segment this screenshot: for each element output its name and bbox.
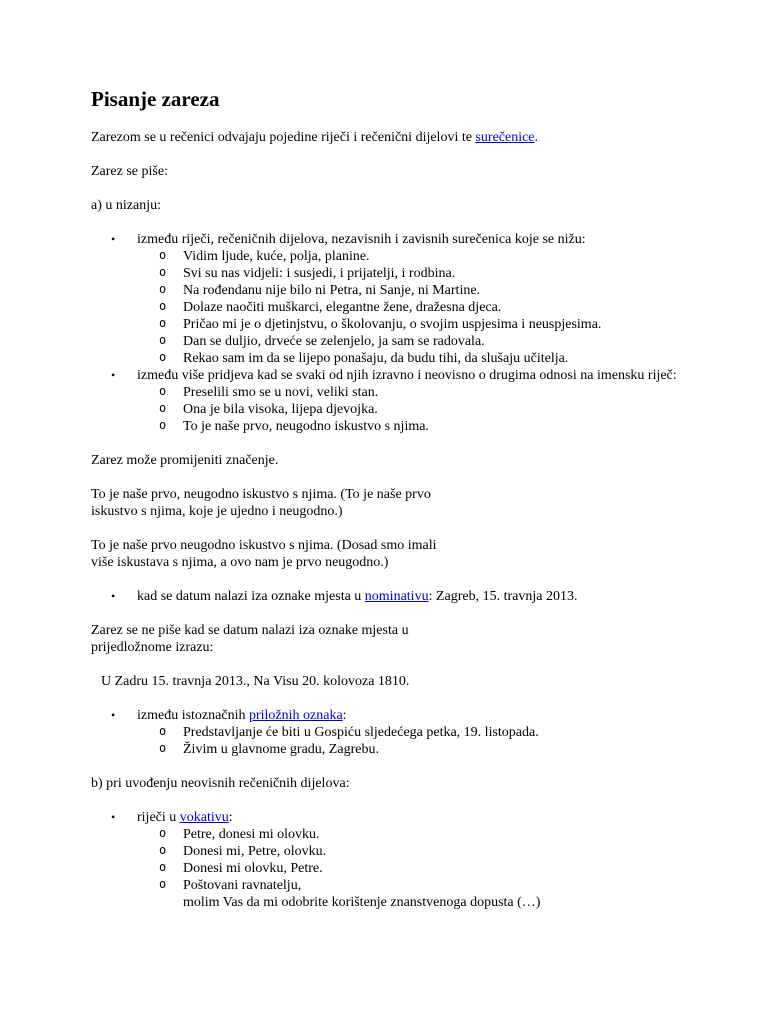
prilozne-oznake-link[interactable]: priložnih oznaka bbox=[248, 708, 343, 723]
list-item bbox=[91, 231, 731, 367]
no-comma-example: U Zadru 15. travnja 2013., Na Visu 20. kolovoza 1810. bbox=[101, 674, 410, 689]
no-comma-line-1: Zarez se ne piše kad se datum nalazi iza oznake mjesta u bbox=[91, 623, 409, 638]
sub-list bbox=[137, 724, 731, 758]
list-item: o Ona je bila visoka, lijepa djevojka. bbox=[137, 401, 731, 418]
list-item: o Dan se duljio, drveće se zelenjelo, ja sam se radovala. bbox=[137, 333, 731, 350]
list-item: o Dolaze naočiti muškarci, elegantne žene, dražesna djeca. bbox=[137, 299, 731, 316]
surecenice-link[interactable]: surečenice bbox=[475, 130, 535, 145]
intro-text: Zarezom se u rečenici odvajaju pojedine riječi i rečenični dijelovi te bbox=[91, 130, 476, 145]
sub-list bbox=[137, 826, 731, 911]
bullet-label: između riječi, rečeničnih dijelova, nezavisnih i zavisnih surečenica koje se nižu: bbox=[137, 232, 586, 247]
date-bullet-end: : Zagreb, 15. travnja 2013. bbox=[428, 589, 578, 604]
list-item: o Rekao sam im da se lijepo ponašaju, da budu tihi, da slušaju učitelja. bbox=[137, 350, 731, 367]
list-item: o Živim u glavnome gradu, Zagrebu. bbox=[137, 741, 731, 758]
intro-end: . bbox=[534, 130, 539, 145]
example-2-line-2: više iskustava s njima, a ovo nam je prvo neugodno.) bbox=[91, 555, 389, 570]
no-comma-line-2: prijedložnome izrazu: bbox=[91, 640, 214, 655]
list-item: o Petre, donesi mi olovku. bbox=[137, 826, 731, 843]
example-2-line-1: To je naše prvo neugodno iskustvo s njima. (Dosad smo imali bbox=[91, 538, 437, 553]
list-item: o To je naše prvo, neugodno iskustvo s njima. bbox=[137, 418, 731, 435]
list-item bbox=[137, 877, 731, 911]
date-list bbox=[91, 588, 731, 605]
vocative-bullet-text: riječi u bbox=[137, 810, 180, 825]
vocative-list bbox=[91, 809, 731, 911]
document-page bbox=[91, 85, 731, 911]
zarez-se-pise: Zarez se piše: bbox=[91, 164, 168, 179]
section-a-list bbox=[91, 231, 731, 435]
list-item bbox=[91, 588, 731, 605]
adverb-bullet-end: : bbox=[342, 708, 347, 723]
bullet-label: između više pridjeva kad se svaki od njih izravno i neovisno o drugima odnosi na imensku riječ: bbox=[137, 368, 677, 383]
list-item bbox=[91, 367, 731, 435]
list-item: o Preselili smo se u novi, veliki stan. bbox=[137, 384, 731, 401]
adverb-list bbox=[91, 707, 731, 758]
sub-list bbox=[137, 248, 731, 367]
list-item-text: Poštovani ravnatelju, bbox=[183, 878, 302, 893]
example-1-line-1: To je naše prvo, neugodno iskustvo s njima. (To je naše prvo bbox=[91, 487, 431, 502]
meaning-paragraph: Zarez može promijeniti značenje. bbox=[91, 453, 279, 468]
example-1-line-2: iskustvo s njima, koje je ujedno i neugodno.) bbox=[91, 504, 343, 519]
nominativu-link[interactable]: nominativu bbox=[364, 589, 429, 604]
intro-paragraph bbox=[91, 129, 731, 146]
section-a-heading: a) u nizanju: bbox=[91, 198, 161, 213]
list-item: o Na rođendanu nije bilo ni Petra, ni Sanje, ni Martine. bbox=[137, 282, 731, 299]
list-item: o Svi su nas vidjeli: i susjedi, i prijatelji, i rodbina. bbox=[137, 265, 731, 282]
list-item: o Vidim ljude, kuće, polja, planine. bbox=[137, 248, 731, 265]
list-item: o Pričao mi je o djetinjstvu, o školovanju, o svojim uspjesima i neuspjesima. bbox=[137, 316, 731, 333]
list-item: o Donesi mi olovku, Petre. bbox=[137, 860, 731, 877]
vocative-bullet-end: : bbox=[228, 810, 233, 825]
vokativu-link[interactable]: vokativu bbox=[179, 810, 229, 825]
list-item-continuation: molim Vas da mi odobrite korištenje znanstvenoga dopusta (…) bbox=[183, 895, 541, 910]
list-item bbox=[91, 809, 731, 911]
list-item: o Donesi mi, Petre, olovku. bbox=[137, 843, 731, 860]
adverb-bullet-text: između istoznačnih bbox=[137, 708, 249, 723]
list-item: o Predstavljanje će biti u Gospiću sljedećega petka, 19. listopada. bbox=[137, 724, 731, 741]
sub-list bbox=[137, 384, 731, 435]
date-bullet-text: kad se datum nalazi iza oznake mjesta u bbox=[137, 589, 365, 604]
page-title: Pisanje zareza bbox=[91, 87, 220, 111]
section-b-heading: b) pri uvođenju neovisnih rečeničnih dijelova: bbox=[91, 776, 350, 791]
list-item bbox=[91, 707, 731, 758]
